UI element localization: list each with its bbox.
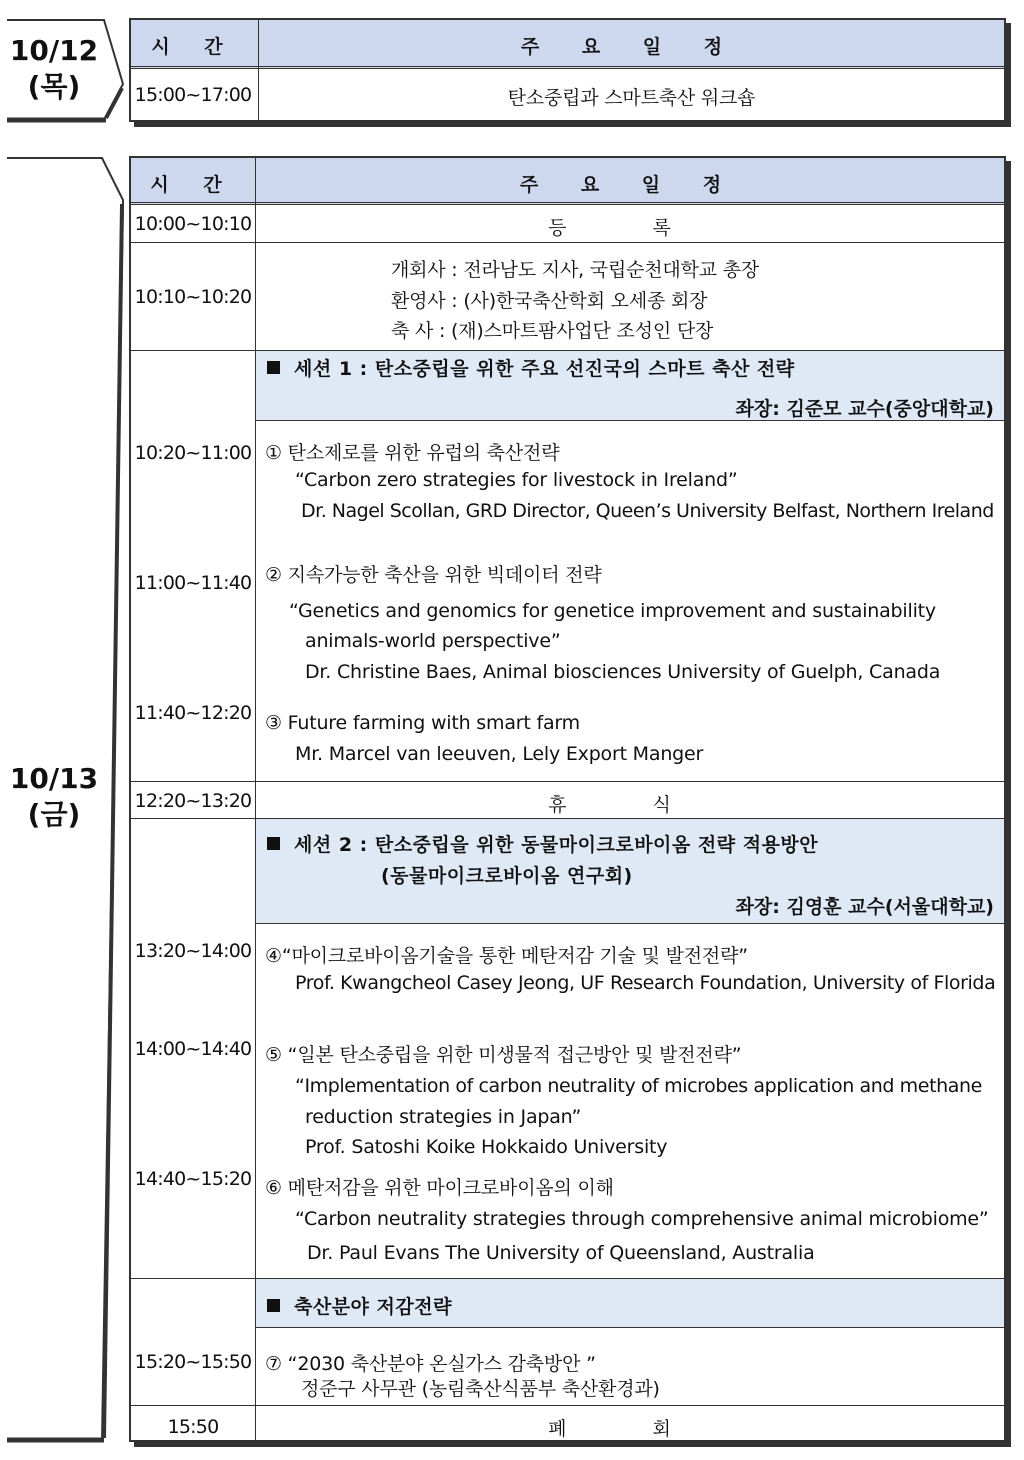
talk1-subtitle: “Carbon zero strategies for livestock in Ireland” — [295, 469, 738, 491]
session1-title: 세션 1 : 탄소중립을 위한 주요 선진국의 스마트 축산 전략 — [267, 354, 795, 381]
talk3-title: ③ Future farming with smart farm — [265, 712, 580, 734]
session2-chair: 좌장: 김영훈 교수(서울대학교) — [735, 896, 994, 918]
talk5-speaker: Prof. Satoshi Koike Hokkaido University — [305, 1136, 668, 1158]
row-divider — [131, 781, 1004, 782]
day2-date: 10/13 — [9, 762, 99, 795]
session3-title: 축산분야 저감전략 — [267, 1292, 452, 1319]
talk7-title: ⑦ “2030 축산분야 온실가스 감축방안 ” — [265, 1353, 596, 1375]
registration-label: 등 록 — [548, 217, 711, 239]
square-bullet-icon — [267, 1299, 280, 1312]
row-divider — [131, 350, 1004, 351]
talk5-subtitle2: reduction strategies in Japan” — [305, 1106, 582, 1128]
day2-weekday: (금) — [27, 798, 81, 831]
lunch-label: 휴 식 — [548, 794, 711, 816]
day1-date: 10/12 — [9, 34, 99, 67]
session-divider — [255, 1327, 1004, 1328]
talk7-time: 15:20~15:50 — [134, 1351, 252, 1373]
day1-schedule-table — [129, 18, 1006, 122]
talk5-title: ⑤ “일본 탄소중립을 위한 미생물적 접근방안 및 발전전략” — [265, 1044, 742, 1066]
talk6-speaker: Dr. Paul Evans The University of Queensland, Australia — [307, 1242, 815, 1264]
session-divider — [255, 923, 1004, 924]
talk2-subtitle: “Genetics and genomics for genetice improvement and sustainability — [289, 600, 936, 622]
opening-line: 축 사 : (재)스마트팜사업단 조성인 단장 — [391, 320, 714, 342]
registration-time: 10:00~10:10 — [134, 213, 252, 235]
day1-time: 15:00~17:00 — [134, 84, 252, 106]
day1-date-tab — [6, 18, 124, 124]
talk4-speaker: Prof. Kwangcheol Casey Jeong, UF Research Foundation, University of Florida — [295, 972, 996, 994]
opening-line: 개회사 : 전라남도 지사, 국립순천대학교 총장 — [391, 259, 760, 281]
talk6-subtitle: “Carbon neutrality strategies through comprehensive animal microbiome” — [295, 1208, 989, 1230]
day1-header-time: 시 간 — [151, 36, 237, 58]
closing-time: 15:50 — [167, 1416, 219, 1438]
row-divider — [131, 242, 1004, 243]
talk5-subtitle: “Implementation of carbon neutrality of microbes application and methane — [295, 1075, 982, 1097]
session2-title: 세션 2 : 탄소중립을 위한 동물마이크로바이옴 전략 적용방안 — [267, 830, 818, 857]
day2-header-time: 시 간 — [150, 174, 236, 196]
day2-date-tab — [6, 156, 124, 1446]
talk1-time: 10:20~11:00 — [134, 442, 252, 464]
day2-schedule-table — [129, 156, 1006, 1442]
talk3-time: 11:40~12:20 — [134, 702, 252, 724]
talk5-time: 14:00~14:40 — [134, 1038, 252, 1060]
row-divider — [131, 1278, 1004, 1279]
talk6-time: 14:40~15:20 — [134, 1168, 252, 1190]
talk1-title: ① 탄소제로를 위한 유럽의 축산전략 — [265, 442, 560, 464]
talk4-title: ④“마이크로바이옴기술을 통한 메탄저감 기술 및 발전전략” — [265, 945, 748, 967]
talk2-time: 11:00~11:40 — [134, 572, 252, 594]
talk3-speaker: Mr. Marcel van leeuven, Lely Export Manger — [295, 743, 704, 765]
talk1-speaker: Dr. Nagel Scollan, GRD Director, Queen’s University Belfast, Northern Ireland — [301, 500, 994, 522]
day1-header-schedule: 주 요 일 정 — [520, 36, 741, 58]
talk4-time: 13:20~14:00 — [134, 940, 252, 962]
square-bullet-icon — [267, 837, 280, 850]
talk2-speaker: Dr. Christine Baes, Animal biosciences University of Guelph, Canada — [305, 661, 941, 683]
day1-weekday: (목) — [27, 70, 81, 103]
row-divider — [131, 818, 1004, 819]
talk6-title: ⑥ 메탄저감을 위한 마이크로바이옴의 이해 — [265, 1177, 614, 1199]
day1-event: 탄소중립과 스마트축산 워크숍 — [507, 87, 756, 109]
session2-title2: (동물마이크로바이옴 연구회) — [381, 865, 633, 887]
opening-time: 10:10~10:20 — [134, 286, 252, 308]
opening-line: 환영사 : (사)한국축산학회 오세종 회장 — [391, 290, 708, 312]
session1-chair: 좌장: 김준모 교수(중앙대학교) — [735, 398, 994, 420]
talk2-subtitle2: animals-world perspective” — [305, 630, 561, 652]
row-divider — [131, 1405, 1004, 1406]
closing-label: 폐 회 — [548, 1418, 711, 1440]
talk7-speaker: 정준구 사무관 (농림축산식품부 축산환경과) — [301, 1378, 660, 1400]
talk2-title: ② 지속가능한 축산을 위한 빅데이터 전략 — [265, 564, 602, 586]
lunch-time: 12:20~13:20 — [134, 790, 252, 812]
day2-header-schedule: 주 요 일 정 — [519, 174, 740, 196]
square-bullet-icon — [267, 361, 280, 374]
